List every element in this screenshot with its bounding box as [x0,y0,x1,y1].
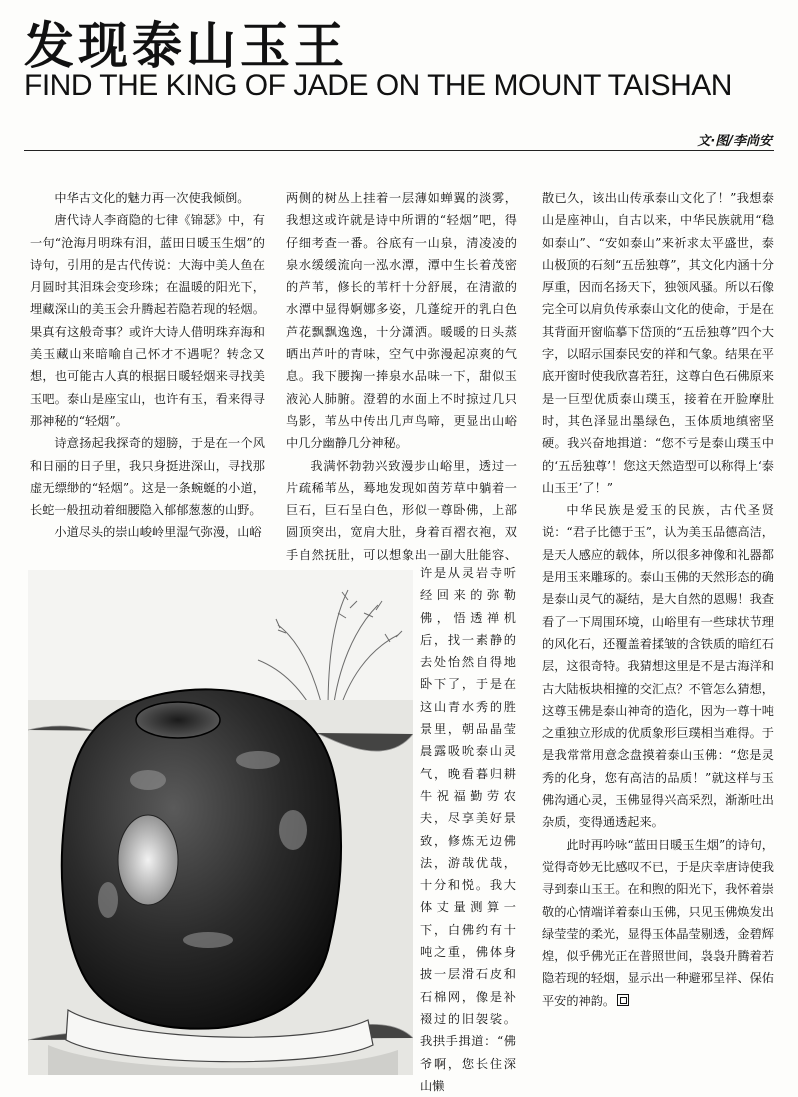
paragraph: 诗意扬起我探奇的翅膀，于是在一个风和日丽的日子里，我只身挺进深山，寻找那虚无缥缈的“轻烟”。这是一条蜿蜒的小道，长蛇一般扭动着细腰隐入郁郁葱葱的山野。 [30,436,265,518]
paragraph: 许是从灵岩寺听经回来的弥勒佛，悟透禅机后，找一素静的去处怡然自得地卧下了，于是在这山青水秀的胜景里，朝品晶莹晨露吸吮泰山灵气，晚看暮归耕牛祝福勤劳农夫，尽享美好景致，修炼无边佛法，游哉优哉，十分和悦。我大体丈量测算一下，白佛约有十吨之重，佛体身披一层滑石皮和石棉网，像是补裰过的旧袈裟。我拱手揖道：“佛爷啊，您长住深山懒 [420,566,516,1093]
header-divider [24,150,774,151]
paragraph: 唐代诗人李商隐的七律《锦瑟》中，有一句“沧海月明珠有泪，蓝田日暖玉生烟”的诗句，引用的是古代传说：大海中美人鱼在月圆时其泪珠会变珍珠；在温暖的阳光下，埋藏深山的美玉会升腾起若隐若现的轻烟。果真有这般奇事？或许大诗人借明珠弃海和美玉藏山来暗喻自己怀才不遇呢？转念又想，也可能古人真的根据日暖轻烟来寻找美玉吧。泰山是座宝山，也许有玉，看来得寻那神秘的“轻烟”。 [30,213,265,428]
paragraph: 小道尽头的崇山峻岭里湿气弥漫，山峪 [54,525,262,540]
paragraph: 两侧的树丛上挂着一层薄如蝉翼的淡雾，我想这或许就是诗中所谓的“轻烟”吧，得仔细考查一番。谷底有一山泉，清凌凌的泉水缓缓流向一泓水潭，潭中生长着茂密的芦苇，修长的苇杆十分舒展，在清澈的水潭中显得婀娜多姿，几蓬绽开的乳白色芦花飘飘逸逸，十分潇洒。暖暖的日头蒸晒出芦叶的青味，空气中弥漫起凉爽的气息。我下腰掬一捧泉水品味一下，甜似玉液沁人肺腑。澄碧的水面上不时掠过几只鸟影，苇丛中传出几声鸟啼，更显出山峪中几分幽静几分神秘。 [286,191,517,451]
end-mark-icon [617,994,629,1006]
article-column-1 [30,187,265,544]
article-column-2-narrow [420,562,516,1097]
article-column-2 [286,187,517,588]
article-title: 发现泰山玉王 [24,16,348,75]
author-byline: 文·图/李尚安 [697,134,772,149]
paragraph: 散已久，该出山传承泰山文化了！”我想泰山是座神山，自古以来，中华民族就用“稳如泰山”、“安如泰山”来祈求太平盛世，泰山极顶的石刻“五岳独尊”，其文化内涵十分厚重，因而名扬天下，独领风骚。所以石像完全可以肩负传承泰山文化的使命，于是在其背面开窗临摹下岱顶的“五岳独尊”四个大字，以昭示国泰民安的祥和气象。结果在平底开窗时使我欣喜若狂，这尊白色石佛原来是一巨型优质泰山璞玉，接着在开脸摩肚时，其色泽显出墨绿色，玉体质地缜密坚硬。我兴奋地揖道：“您不亏是泰山璞玉中的‘五岳独尊’！您这天然造型可以称得上‘泰山玉王’了！” [542,191,774,495]
article-column-3 [542,187,774,1012]
paragraph: 此时再吟咏“蓝田日暖玉生烟”的诗句，觉得奇妙无比感叹不已，于是庆幸唐诗使我寻到泰山玉王。在和煦的阳光下，我怀着崇敬的心情端详着泰山玉佛，只见玉佛焕发出绿莹莹的柔光，显得玉体晶莹剔透，金碧辉煌，似乎佛光正在普照世间，袅袅升腾着若隐若现的轻烟，显示出一种避邪呈祥、保佑平安的神韵。 [542,837,774,1008]
paragraph-last [542,834,774,1012]
paragraph: 中华古文化的魅力再一次使我倾倒。 [54,191,250,205]
paragraph: 中华民族是爱玉的民族，古代圣贤说：“君子比德于玉”，认为美玉品德高洁，是天人感应的载体，所以很多神像和礼器都是用玉来雕琢的。泰山玉佛的天然形态的确是泰山灵气的凝结，是大自然的恩赐！我查看了一下周围环境，山峪里有一些球状节理的风化石，还覆盖着揉皱的含铁质的暗红石层，这很奇特。我猜想这里是不是古海洋和古大陆板块相撞的交汇点？不管怎么猜想，这尊玉佛是泰山神奇的造化，因为一尊十吨之重独立形成的优质象形巨璞相当难得。于是我常常用意念盘摸着泰山玉佛：“您是灵秀的化身，您有高洁的品质！”就这样与玉佛沟通心灵，玉佛显得兴高采烈，渐渐吐出杂质，变得通透起来。 [542,503,774,830]
jade-stone-photo [28,570,413,1075]
paragraph: 我满怀勃勃兴致漫步山峪里，透过一片疏稀苇丛，蓦地发现如茵芳草中躺着一巨石，巨石呈白色，形似一尊卧佛，上部圆顶突出，宽肩大肚，身着百褶衣袍，双手自然抚肚，可以想象出一副大肚能容、 [286,458,517,562]
article-title-english: FIND THE KING OF JADE ON THE MOUNT TAISHAN [24,69,732,102]
